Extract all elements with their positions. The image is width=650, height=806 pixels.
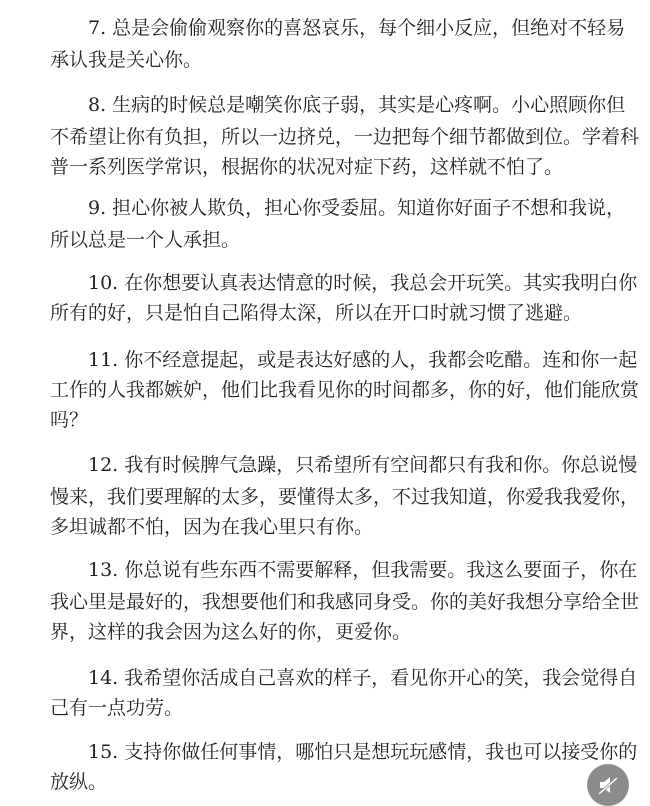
mute-audio-button[interactable]	[587, 764, 629, 806]
paragraph-line: 不希望让你有负担，所以一边挤兑，一边把每个细节都做到位。学着科	[50, 126, 640, 148]
paragraph-line: 界，这样的我会因为这么好的你，更爱你。	[50, 621, 412, 643]
paragraph-line: 14. 我希望你活成自己喜欢的样子，看见你开心的笑，我会觉得自	[88, 667, 638, 689]
paragraph-line: 所有的好，只是怕自己陷得太深，所以在开口时就习惯了逃避。	[50, 302, 583, 324]
paragraph-line: 工作的人我都嫉妒，他们比我看见你的时间都多，你的好，他们能欣赏	[50, 379, 640, 401]
speaker-muted-icon	[596, 773, 620, 797]
paragraph-line: 13. 你总说有些东西不需要解释，但我需要。我这么要面子，你在	[88, 559, 638, 581]
paragraph-line: 多坦诚都不怕，因为在我心里只有你。	[50, 516, 374, 538]
paragraph-line: 15. 支持你做任何事情，哪怕只是想玩玩感情，我也可以接受你的	[88, 741, 638, 763]
paragraph-line: 吗？	[50, 409, 89, 431]
paragraph-line: 12. 我有时候脾气急躁，只希望所有空间都只有我和你。你总说慢	[88, 454, 638, 476]
paragraph-line: 普一系列医学常识，根据你的状况对症下药，这样就不怕了。	[50, 156, 564, 178]
paragraph-line: 所以总是一个人承担。	[50, 229, 241, 251]
paragraph-line: 承认我是关心你。	[50, 49, 203, 71]
paragraph-line: 放纵。	[50, 771, 108, 793]
paragraph-line: 我心里是最好的，我想要他们和我感同身受。你的美好我想分享给全世	[50, 591, 640, 613]
paragraph-line: 11. 你不经意提起，或是表达好感的人，我都会吃醋。连和你一起	[88, 349, 638, 371]
paragraph-line: 8. 生病的时候总是嘲笑你底子弱，其实是心疼啊。小心照顾你但	[88, 94, 626, 116]
paragraph-line: 10. 在你想要认真表达情意的时候，我总会开玩笑。其实我明白你	[88, 272, 638, 294]
paragraph-line: 7. 总是会偷偷观察你的喜怒哀乐，每个细小反应，但绝对不轻易	[88, 17, 626, 39]
paragraph-line: 己有一点功劳。	[50, 697, 184, 719]
paragraph-line: 9. 担心你被人欺负，担心你受委屈。知道你好面子不想和我说，	[88, 197, 626, 219]
paragraph-line: 慢来，我们要理解的太多，要懂得太多，不过我知道，你爱我我爱你，	[50, 486, 640, 508]
